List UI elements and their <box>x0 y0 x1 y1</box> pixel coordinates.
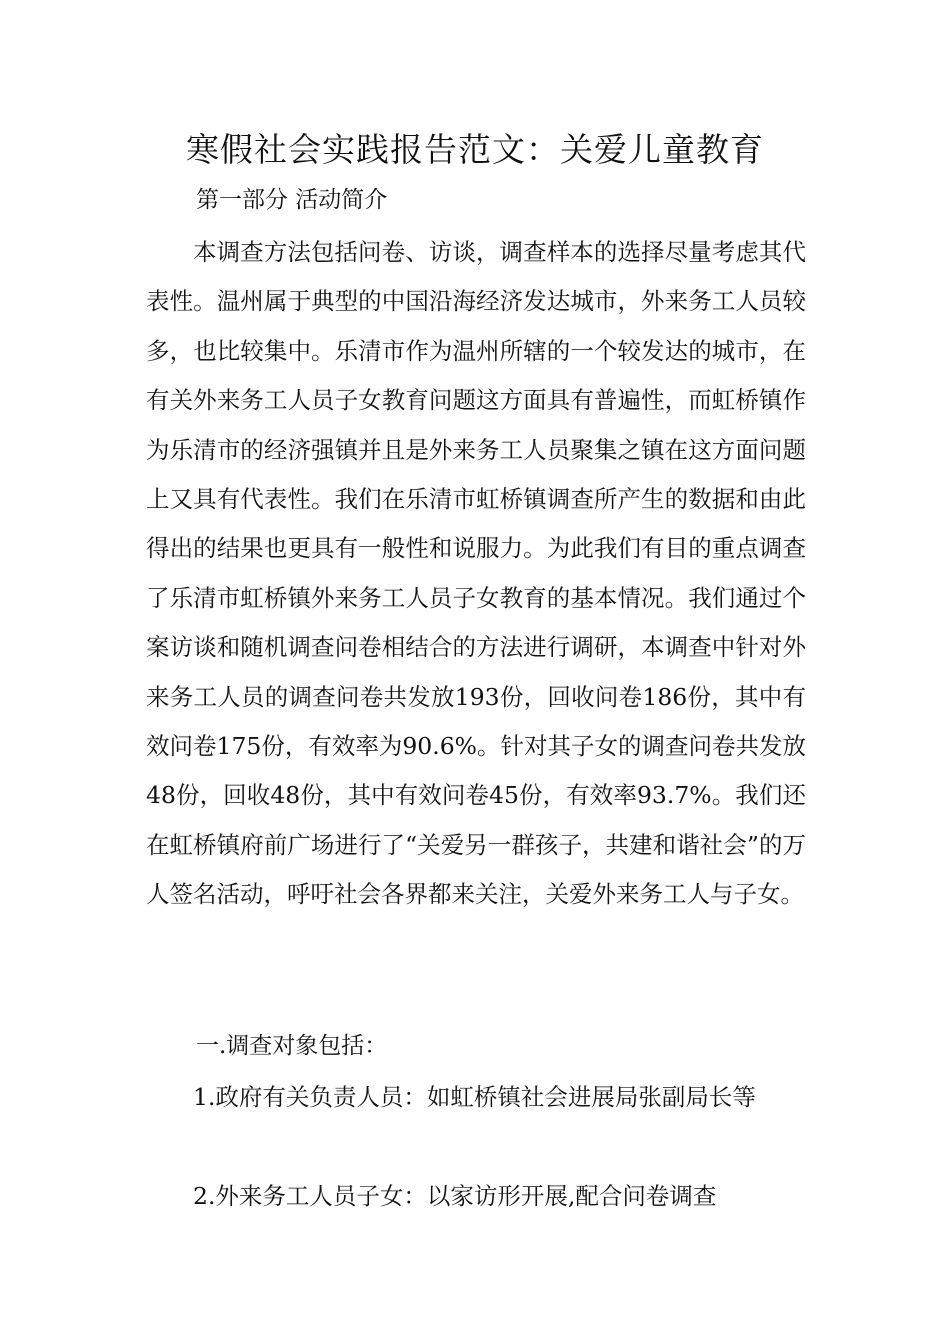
list-heading: 一.调查对象包括： <box>196 1033 388 1059</box>
section-heading: 第一部分 活动简介 <box>196 187 388 213</box>
list-item: 2.外来务工人员子女：以家访形开展,配合问卷调查 <box>193 1182 717 1210</box>
document-title: 寒假社会实践报告范文：关爱儿童教育 <box>186 130 764 169</box>
body-paragraph: 本调查方法包括问卷、访谈，调查样本的选择尽量考虑其代表性。温州属于典型的中国沿海经济发达城市，外来务工人员较多，也比较集中。乐清市作为温州所辖的一个较发达的城市，在有关外来务工人员子女教育问题这方面具有普遍性，而虹桥镇作为乐清市的经济强镇并且是外来务工人员聚集之镇在这方面问题上又具有代表性。我们在乐清市虹桥镇调查所产生的数据和由此得出的结果也更具有一般性和说服力。为此我们有目的重点调查了乐清市虹桥镇外来务工人员子女教育的基本情况。我们通过个案访谈和随机调查问卷相结合的方法进行调研，本调查中针对外来务工人员的调查问卷共发放193份，回收问卷186份，其中有效问卷175份，有效率为90.6%。针对其子女的调查问卷共发放48份，回收48份，其中有效问卷45份，有效率93.7%。我们还在虹桥镇府前广场进行了“关爱另一群孩子，共建和谐社会”的万人签名活动，呼吁社会各界都来关注，关爱外来务工人与子女。 <box>146 238 807 909</box>
list-item: 1.政府有关负责人员：如虹桥镇社会进展局张副局长等 <box>193 1083 756 1111</box>
